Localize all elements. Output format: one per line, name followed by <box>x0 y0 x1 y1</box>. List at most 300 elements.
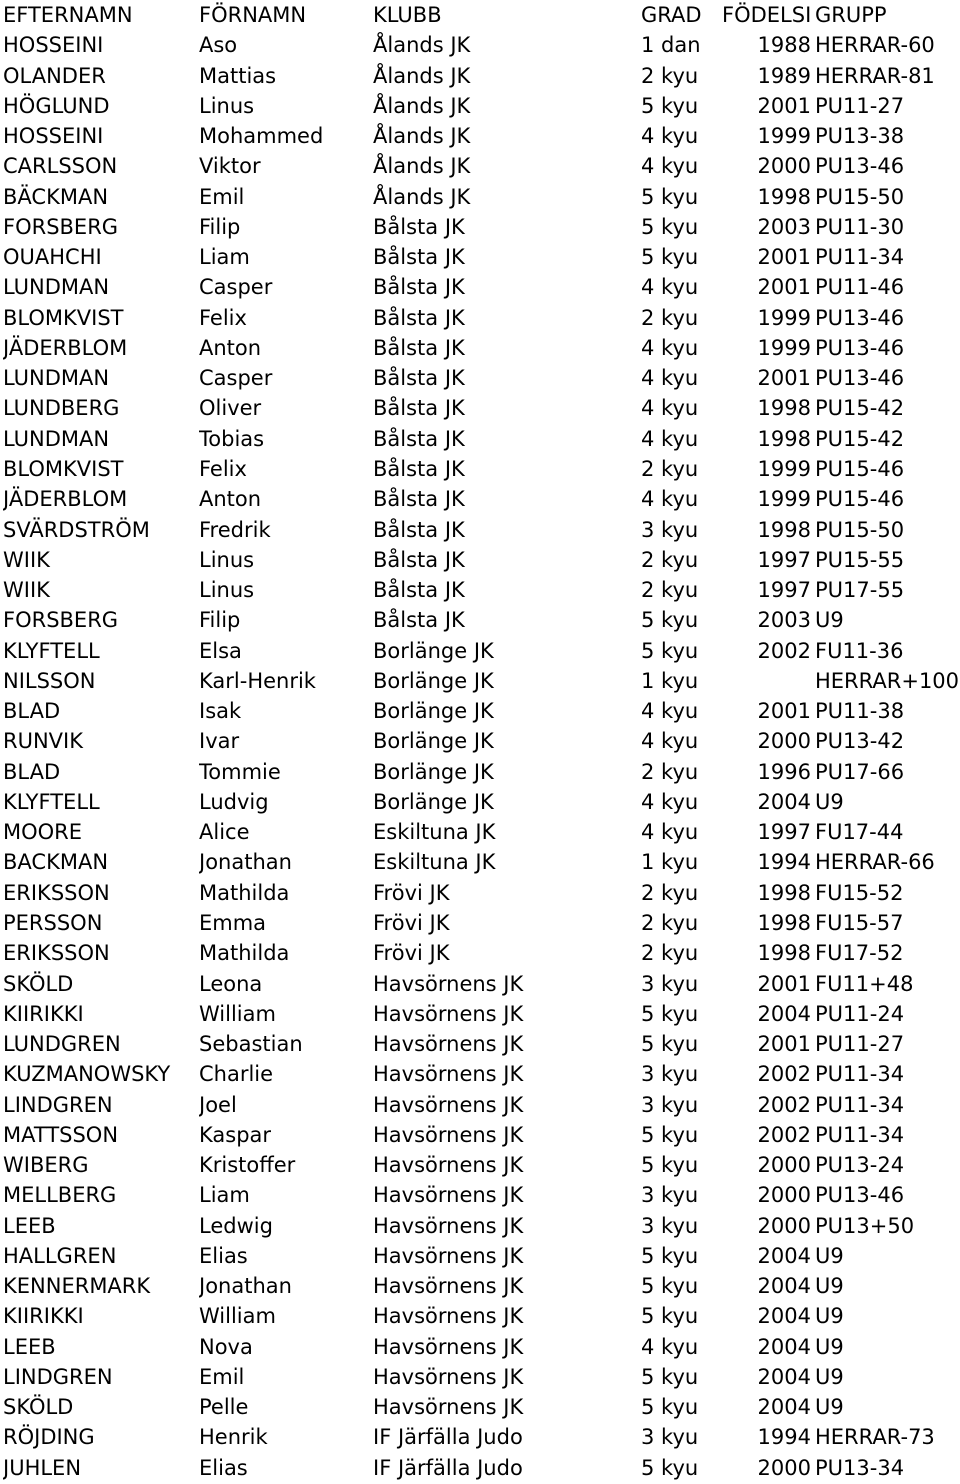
club-cell: Havsörnens JK <box>373 1395 524 1420</box>
header-grad: GRAD <box>641 3 702 27</box>
grade-cell: 5 kyu <box>641 638 699 663</box>
group-cell: FU11+48 <box>815 971 914 996</box>
group-cell: U9 <box>815 1304 844 1329</box>
lastname-cell: LINDGREN <box>3 1364 113 1389</box>
grade-cell: 4 kyu <box>641 366 699 391</box>
grade-cell: 4 kyu <box>641 699 699 724</box>
birthyear-cell: 2004 <box>757 1364 811 1389</box>
group-cell: PU13-46 <box>815 366 905 391</box>
group-cell: PU15-50 <box>815 517 905 542</box>
lastname-cell: KLYFTELL <box>3 638 100 663</box>
grade-cell: 2 kyu <box>641 880 699 905</box>
firstname-cell: Aso <box>199 33 238 58</box>
grade-cell: 5 kyu <box>641 1153 699 1178</box>
lastname-cell: RUNVIK <box>3 729 84 754</box>
club-cell: Havsörnens JK <box>373 1364 524 1389</box>
club-cell: Bålsta JK <box>373 366 465 391</box>
group-cell: FU11-36 <box>815 638 904 663</box>
firstname-cell: Henrik <box>199 1425 268 1450</box>
table-row <box>0 424 960 454</box>
table-row <box>0 515 960 545</box>
table-row <box>0 484 960 514</box>
club-cell: Havsörnens JK <box>373 1274 524 1299</box>
lastname-cell: BLOMKVIST <box>3 456 124 481</box>
grade-cell: 4 kyu <box>641 789 699 814</box>
birthyear-cell: 2001 <box>757 699 811 724</box>
lastname-cell: OLANDER <box>3 63 106 88</box>
grade-cell: 5 kyu <box>641 1274 699 1299</box>
header-klubb: KLUBB <box>373 3 442 27</box>
group-cell: PU11-34 <box>815 1122 905 1147</box>
firstname-cell: William <box>199 1304 276 1329</box>
birthyear-cell: 1999 <box>757 335 811 360</box>
club-cell: Bålsta JK <box>373 275 465 300</box>
grade-cell: 5 kyu <box>641 608 699 633</box>
lastname-cell: RÖJDING <box>3 1425 95 1450</box>
birthyear-cell: 1998 <box>757 880 811 905</box>
table-row <box>0 847 960 877</box>
table-row <box>0 303 960 333</box>
lastname-cell: LINDGREN <box>3 1092 113 1117</box>
birthyear-cell: 1999 <box>757 124 811 149</box>
header-fodelsear: FÖDELSI <box>722 3 811 27</box>
club-cell: Frövi JK <box>373 941 450 966</box>
club-cell: Havsörnens JK <box>373 1032 524 1057</box>
table-row <box>0 545 960 575</box>
grade-cell: 1 dan <box>641 33 701 58</box>
club-cell: Borlänge JK <box>373 668 494 693</box>
firstname-cell: William <box>199 1001 276 1026</box>
club-cell: Borlänge JK <box>373 699 494 724</box>
firstname-cell: Casper <box>199 275 273 300</box>
firstname-cell: Ivar <box>199 729 240 754</box>
firstname-cell: Elsa <box>199 638 242 663</box>
club-cell: Bålsta JK <box>373 335 465 360</box>
club-cell: Havsörnens JK <box>373 971 524 996</box>
grade-cell: 1 kyu <box>641 850 699 875</box>
firstname-cell: Felix <box>199 456 247 481</box>
club-cell: Borlänge JK <box>373 759 494 784</box>
lastname-cell: FORSBERG <box>3 608 119 633</box>
firstname-cell: Emil <box>199 1364 245 1389</box>
club-cell: Bålsta JK <box>373 578 465 603</box>
grade-cell: 1 kyu <box>641 668 699 693</box>
lastname-cell: SKÖLD <box>3 1395 74 1420</box>
grade-cell: 5 kyu <box>641 245 699 270</box>
firstname-cell: Karl-Henrik <box>199 668 316 693</box>
lastname-cell: BÄCKMAN <box>3 184 109 209</box>
birthyear-cell: 2001 <box>757 1032 811 1057</box>
lastname-cell: JÄDERBLOM <box>3 335 128 360</box>
group-cell: FU15-52 <box>815 880 904 905</box>
lastname-cell: BLAD <box>3 699 61 724</box>
birthyear-cell: 1999 <box>757 487 811 512</box>
group-cell: PU17-55 <box>815 578 905 603</box>
club-cell: Frövi JK <box>373 910 450 935</box>
birthyear-cell: 2002 <box>757 1122 811 1147</box>
group-cell: PU15-42 <box>815 396 905 421</box>
firstname-cell: Linus <box>199 93 255 118</box>
lastname-cell: BACKMAN <box>3 850 109 875</box>
table-row <box>0 726 960 756</box>
group-cell: HERRAR-66 <box>815 850 935 875</box>
table-row <box>0 938 960 968</box>
group-cell: PU11-38 <box>815 699 905 724</box>
table-row <box>0 1211 960 1241</box>
grade-cell: 4 kyu <box>641 820 699 845</box>
lastname-cell: WIIK <box>3 578 50 603</box>
firstname-cell: Elias <box>199 1243 248 1268</box>
group-cell: HERRAR-73 <box>815 1425 935 1450</box>
group-cell: PU11-34 <box>815 1092 905 1117</box>
birthyear-cell: 1999 <box>757 456 811 481</box>
lastname-cell: ERIKSSON <box>3 880 110 905</box>
grade-cell: 2 kyu <box>641 759 699 784</box>
grade-cell: 4 kyu <box>641 335 699 360</box>
birthyear-cell: 1999 <box>757 305 811 330</box>
table-row <box>0 30 960 60</box>
birthyear-cell: 2000 <box>757 154 811 179</box>
table-row <box>0 636 960 666</box>
group-cell: PU13-46 <box>815 154 905 179</box>
grade-cell: 3 kyu <box>641 1092 699 1117</box>
lastname-cell: KIIRIKKI <box>3 1001 84 1026</box>
lastname-cell: KUZMANOWSKY <box>3 1062 171 1087</box>
group-cell: PU11-24 <box>815 1001 905 1026</box>
club-cell: IF Järfälla Judo <box>373 1425 523 1450</box>
lastname-cell: WIIK <box>3 547 50 572</box>
birthyear-cell: 1994 <box>757 850 811 875</box>
lastname-cell: KLYFTELL <box>3 789 100 814</box>
club-cell: Havsörnens JK <box>373 1213 524 1238</box>
group-cell: PU11-34 <box>815 245 905 270</box>
group-cell: PU13-24 <box>815 1153 905 1178</box>
club-cell: Havsörnens JK <box>373 1183 524 1208</box>
club-cell: Bålsta JK <box>373 608 465 633</box>
lastname-cell: HOSSEINI <box>3 33 104 58</box>
table-row <box>0 757 960 787</box>
grade-cell: 4 kyu <box>641 426 699 451</box>
birthyear-cell: 1997 <box>757 578 811 603</box>
lastname-cell: LUNDBERG <box>3 396 120 421</box>
lastname-cell: MATTSSON <box>3 1122 119 1147</box>
lastname-cell: LUNDMAN <box>3 426 110 451</box>
table-row <box>0 212 960 242</box>
grade-cell: 5 kyu <box>641 1122 699 1147</box>
table-row <box>0 1029 960 1059</box>
grade-cell: 5 kyu <box>641 1001 699 1026</box>
birthyear-cell: 2001 <box>757 971 811 996</box>
table-row <box>0 1150 960 1180</box>
header-fornamn: FÖRNAMN <box>199 3 307 27</box>
table-row <box>0 1362 960 1392</box>
club-cell: Bålsta JK <box>373 547 465 572</box>
birthyear-cell: 2000 <box>757 729 811 754</box>
birthyear-cell: 2004 <box>757 1243 811 1268</box>
table-row <box>0 121 960 151</box>
club-cell: Ålands JK <box>373 93 471 118</box>
club-cell: Havsörnens JK <box>373 1334 524 1359</box>
club-cell: Bålsta JK <box>373 245 465 270</box>
grade-cell: 2 kyu <box>641 941 699 966</box>
club-cell: Bålsta JK <box>373 487 465 512</box>
group-cell: U9 <box>815 1243 844 1268</box>
firstname-cell: Mohammed <box>199 124 324 149</box>
group-cell: PU15-46 <box>815 456 905 481</box>
firstname-cell: Sebastian <box>199 1032 303 1057</box>
birthyear-cell: 1988 <box>757 33 811 58</box>
grade-cell: 5 kyu <box>641 1395 699 1420</box>
birthyear-cell: 1997 <box>757 547 811 572</box>
grade-cell: 4 kyu <box>641 124 699 149</box>
table-row <box>0 817 960 847</box>
firstname-cell: Charlie <box>199 1062 274 1087</box>
group-cell: U9 <box>815 789 844 814</box>
group-cell: PU13-46 <box>815 335 905 360</box>
club-cell: Havsörnens JK <box>373 1062 524 1087</box>
group-cell: PU11-34 <box>815 1062 905 1087</box>
firstname-cell: Nova <box>199 1334 253 1359</box>
club-cell: Bålsta JK <box>373 456 465 481</box>
group-cell: PU15-55 <box>815 547 905 572</box>
grade-cell: 5 kyu <box>641 1364 699 1389</box>
grade-cell: 4 kyu <box>641 1334 699 1359</box>
birthyear-cell: 2004 <box>757 1395 811 1420</box>
group-cell: HERRAR-81 <box>815 63 935 88</box>
lastname-cell: LUNDMAN <box>3 366 110 391</box>
table-row <box>0 1180 960 1210</box>
table-row <box>0 151 960 181</box>
club-cell: Bålsta JK <box>373 426 465 451</box>
firstname-cell: Tommie <box>199 759 281 784</box>
grade-cell: 5 kyu <box>641 1304 699 1329</box>
club-cell: Ålands JK <box>373 124 471 149</box>
birthyear-cell: 2004 <box>757 1001 811 1026</box>
lastname-cell: NILSSON <box>3 668 96 693</box>
group-cell: PU15-46 <box>815 487 905 512</box>
birthyear-cell: 2002 <box>757 638 811 663</box>
lastname-cell: CARLSSON <box>3 154 118 179</box>
firstname-cell: Emil <box>199 184 245 209</box>
birthyear-cell: 2004 <box>757 1304 811 1329</box>
firstname-cell: Fredrik <box>199 517 271 542</box>
firstname-cell: Alice <box>199 820 250 845</box>
firstname-cell: Filip <box>199 608 241 633</box>
group-cell: PU13-46 <box>815 1183 905 1208</box>
club-cell: IF Järfälla Judo <box>373 1455 523 1480</box>
club-cell: Bålsta JK <box>373 396 465 421</box>
firstname-cell: Mathilda <box>199 941 290 966</box>
club-cell: Bålsta JK <box>373 214 465 239</box>
lastname-cell: LEEB <box>3 1213 56 1238</box>
firstname-cell: Kaspar <box>199 1122 272 1147</box>
table-row <box>0 1422 960 1452</box>
group-cell: PU13-34 <box>815 1455 905 1480</box>
table-row <box>0 696 960 726</box>
lastname-cell: JUHLEN <box>3 1455 82 1480</box>
club-cell: Eskiltuna JK <box>373 850 496 875</box>
group-cell: PU13-38 <box>815 124 905 149</box>
grade-cell: 4 kyu <box>641 396 699 421</box>
group-cell: U9 <box>815 1274 844 1299</box>
birthyear-cell: 2001 <box>757 275 811 300</box>
birthyear-cell: 2003 <box>757 608 811 633</box>
firstname-cell: Elias <box>199 1455 248 1480</box>
table-row <box>0 1120 960 1150</box>
lastname-cell: SKÖLD <box>3 971 74 996</box>
grade-cell: 5 kyu <box>641 1243 699 1268</box>
firstname-cell: Pelle <box>199 1395 249 1420</box>
birthyear-cell: 2004 <box>757 1334 811 1359</box>
club-cell: Havsörnens JK <box>373 1304 524 1329</box>
grade-cell: 5 kyu <box>641 1455 699 1480</box>
club-cell: Ålands JK <box>373 184 471 209</box>
firstname-cell: Ludvig <box>199 789 269 814</box>
group-cell: PU13+50 <box>815 1213 915 1238</box>
club-cell: Bålsta JK <box>373 517 465 542</box>
club-cell: Havsörnens JK <box>373 1092 524 1117</box>
lastname-cell: MOORE <box>3 820 83 845</box>
group-cell: HERRAR+100 <box>815 668 960 693</box>
group-cell: U9 <box>815 608 844 633</box>
firstname-cell: Anton <box>199 335 262 360</box>
club-cell: Frövi JK <box>373 880 450 905</box>
group-cell: PU15-50 <box>815 184 905 209</box>
club-cell: Havsörnens JK <box>373 1243 524 1268</box>
table-row <box>0 454 960 484</box>
firstname-cell: Linus <box>199 547 255 572</box>
firstname-cell: Emma <box>199 910 267 935</box>
birthyear-cell: 1998 <box>757 184 811 209</box>
table-row <box>0 1392 960 1422</box>
table-row <box>0 1453 960 1483</box>
table-row <box>0 787 960 817</box>
birthyear-cell: 2002 <box>757 1062 811 1087</box>
grade-cell: 4 kyu <box>641 154 699 179</box>
group-cell: PU11-30 <box>815 214 905 239</box>
firstname-cell: Felix <box>199 305 247 330</box>
birthyear-cell: 2000 <box>757 1213 811 1238</box>
group-cell: PU11-27 <box>815 93 905 118</box>
lastname-cell: JÄDERBLOM <box>3 487 128 512</box>
club-cell: Ålands JK <box>373 63 471 88</box>
firstname-cell: Liam <box>199 245 250 270</box>
table-row <box>0 666 960 696</box>
grade-cell: 3 kyu <box>641 1183 699 1208</box>
lastname-cell: KENNERMARK <box>3 1274 151 1299</box>
table-row <box>0 272 960 302</box>
lastname-cell: HOSSEINI <box>3 124 104 149</box>
header-grupp: GRUPP <box>815 3 887 27</box>
table-row <box>0 878 960 908</box>
group-cell: PU17-66 <box>815 759 905 784</box>
club-cell: Bålsta JK <box>373 305 465 330</box>
birthyear-cell: 2004 <box>757 789 811 814</box>
firstname-cell: Liam <box>199 1183 250 1208</box>
birthyear-cell: 1998 <box>757 396 811 421</box>
group-cell: PU13-46 <box>815 305 905 330</box>
club-cell: Borlänge JK <box>373 789 494 814</box>
group-cell: U9 <box>815 1364 844 1389</box>
table-row <box>0 1271 960 1301</box>
firstname-cell: Viktor <box>199 154 261 179</box>
birthyear-cell: 2001 <box>757 366 811 391</box>
table-row <box>0 91 960 121</box>
group-cell: FU15-57 <box>815 910 904 935</box>
table-row <box>0 1090 960 1120</box>
lastname-cell: HALLGREN <box>3 1243 117 1268</box>
birthyear-cell: 2004 <box>757 1274 811 1299</box>
group-cell: U9 <box>815 1395 844 1420</box>
lastname-cell: BLOMKVIST <box>3 305 124 330</box>
table-row <box>0 908 960 938</box>
lastname-cell: OUAHCHI <box>3 245 102 270</box>
birthyear-cell: 1998 <box>757 941 811 966</box>
header-efternamn: EFTERNAMN <box>3 3 133 27</box>
group-cell: HERRAR-60 <box>815 33 935 58</box>
table-row <box>0 1301 960 1331</box>
firstname-cell: Isak <box>199 699 242 724</box>
lastname-cell: LUNDGREN <box>3 1032 121 1057</box>
birthyear-cell: 2001 <box>757 245 811 270</box>
club-cell: Eskiltuna JK <box>373 820 496 845</box>
grade-cell: 4 kyu <box>641 729 699 754</box>
lastname-cell: BLAD <box>3 759 61 784</box>
birthyear-cell: 1998 <box>757 517 811 542</box>
club-cell: Borlänge JK <box>373 729 494 754</box>
table-row <box>0 575 960 605</box>
grade-cell: 5 kyu <box>641 184 699 209</box>
table-row <box>0 969 960 999</box>
birthyear-cell: 1998 <box>757 910 811 935</box>
club-cell: Havsörnens JK <box>373 1153 524 1178</box>
birthyear-cell: 1994 <box>757 1425 811 1450</box>
birthyear-cell: 1996 <box>757 759 811 784</box>
birthyear-cell: 2002 <box>757 1092 811 1117</box>
table-row <box>0 61 960 91</box>
club-cell: Ålands JK <box>373 33 471 58</box>
lastname-cell: MELLBERG <box>3 1183 117 1208</box>
grade-cell: 3 kyu <box>641 517 699 542</box>
group-cell: FU17-44 <box>815 820 904 845</box>
grade-cell: 3 kyu <box>641 1062 699 1087</box>
grade-cell: 2 kyu <box>641 578 699 603</box>
table-row <box>0 363 960 393</box>
table-row <box>0 1059 960 1089</box>
grade-cell: 5 kyu <box>641 93 699 118</box>
grade-cell: 2 kyu <box>641 305 699 330</box>
table-row <box>0 605 960 635</box>
group-cell: PU13-42 <box>815 729 905 754</box>
header-row <box>0 0 960 30</box>
firstname-cell: Tobias <box>199 426 265 451</box>
club-cell: Havsörnens JK <box>373 1122 524 1147</box>
birthyear-cell: 2000 <box>757 1153 811 1178</box>
grade-cell: 4 kyu <box>641 275 699 300</box>
lastname-cell: WIBERG <box>3 1153 89 1178</box>
firstname-cell: Linus <box>199 578 255 603</box>
lastname-cell: KIIRIKKI <box>3 1304 84 1329</box>
group-cell: U9 <box>815 1334 844 1359</box>
birthyear-cell: 2001 <box>757 93 811 118</box>
grade-cell: 4 kyu <box>641 487 699 512</box>
firstname-cell: Mattias <box>199 63 277 88</box>
grade-cell: 2 kyu <box>641 910 699 935</box>
lastname-cell: SVÄRDSTRÖM <box>3 517 150 542</box>
firstname-cell: Ledwig <box>199 1213 273 1238</box>
table-row <box>0 182 960 212</box>
birthyear-cell: 1998 <box>757 426 811 451</box>
